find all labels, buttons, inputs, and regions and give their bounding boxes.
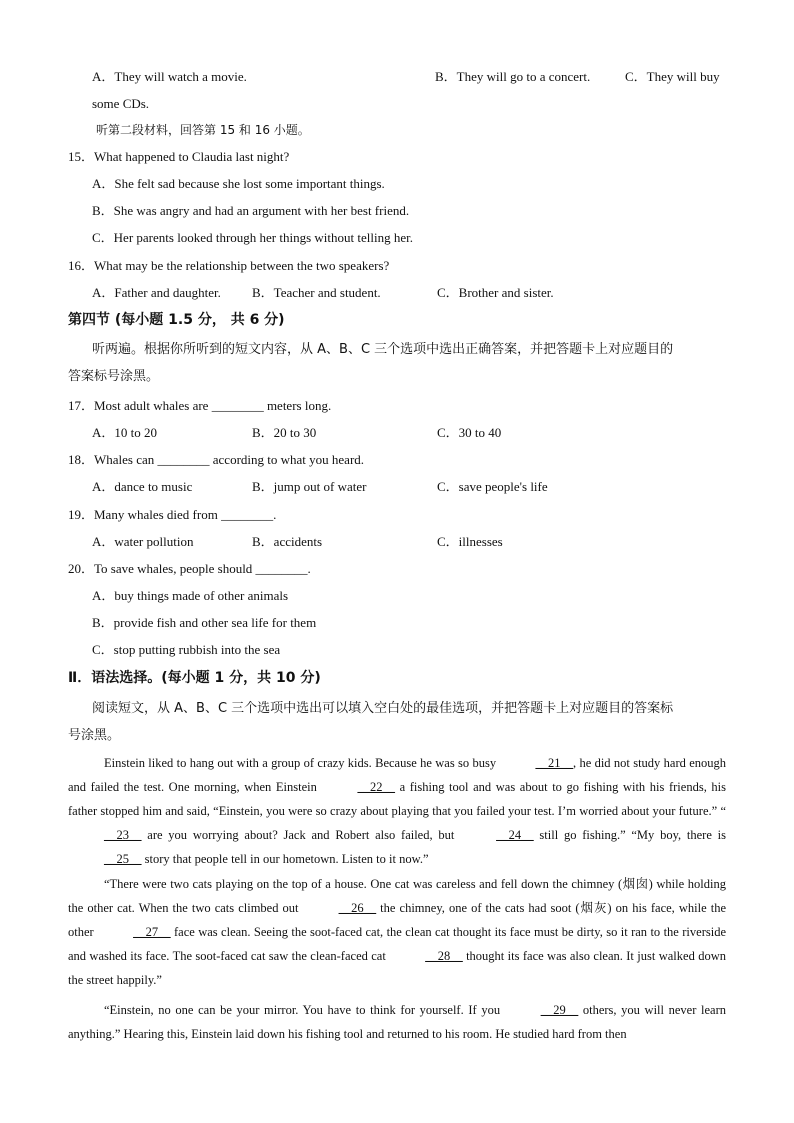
q18-option-c: C．save people's life bbox=[437, 479, 548, 494]
q14-option-b: B．They will go to a concert. bbox=[435, 69, 591, 84]
q16-option-b: B．Teacher and student. bbox=[252, 285, 381, 300]
passage-text: still go fishing.” “My boy, there is bbox=[533, 828, 727, 842]
part4-instruction-line1: 听两遍。根据你所听到的短文内容，从 A、B、C 三个选项中选出正确答案，并把答题卡上对应题目的 bbox=[92, 342, 674, 357]
q14-option-c: C．They will buy bbox=[625, 69, 720, 84]
q18-option-a: A．dance to music bbox=[92, 479, 193, 494]
passage-text: others, you will never learn anything.” Hearing this, Einstein laid down his fishing tool and returned to his room. He studied hard from then bbox=[68, 1003, 727, 1041]
q19-stem: 19．Many whales died from ________. bbox=[68, 507, 277, 522]
q17-option-a: A．10 to 20 bbox=[92, 425, 158, 440]
q14-option-a: A．They will watch a movie. bbox=[92, 69, 247, 84]
grammar-instruction-line2: 号涂黑。 bbox=[68, 728, 121, 743]
passage-text: the chimney, one of the cats had soot (烟灰) on his face, while the other bbox=[68, 901, 726, 939]
q17-option-b: B．20 to 30 bbox=[252, 425, 317, 440]
q15-option-b: B．She was angry and had an argument with her best friend. bbox=[92, 203, 410, 218]
blank-26: __26__ bbox=[338, 901, 377, 915]
blank-23: __23__ bbox=[104, 828, 142, 842]
q15-option-a: A．She felt sad because she lost some important things. bbox=[92, 176, 385, 191]
passage-text: story that people tell in our hometown. Listen to it now.” bbox=[141, 852, 429, 866]
q20-option-c: C．stop putting rubbish into the sea bbox=[92, 642, 281, 657]
passage-text: , he did not study hard enough and failed the test. One morning, when Einstein bbox=[68, 756, 727, 794]
passage-text: a fishing tool and was about to go fishing with his friends, his father stopped him and said, “Einstein, you were so crazy about playing that you failed your test. I’m worried about your future.” “ bbox=[68, 780, 727, 818]
blank-22: __22__ bbox=[357, 780, 395, 794]
passage-paragraph-3 bbox=[68, 998, 726, 1046]
passage-text: are you worrying about? Jack and Robert also failed, but bbox=[141, 828, 461, 842]
passage-paragraph-1 bbox=[68, 751, 726, 871]
q14-option-c-continued: some CDs. bbox=[92, 96, 150, 111]
passage-text: face was clean. Seeing the soot-faced cat, the clean cat thought its face must be dirty, so it ran to the riverside and washed its face. The soot-faced cat saw the clean-faced cat bbox=[68, 925, 726, 963]
q19-option-c: C．illnesses bbox=[437, 534, 503, 549]
grammar-title: Ⅱ．语法选择。(每小题 1 分，共 10 分) bbox=[68, 670, 321, 686]
blank-25: __25__ bbox=[104, 852, 142, 866]
q19-option-a: A．water pollution bbox=[92, 534, 194, 549]
passage-text: “There were two cats playing on the top of a house. One cat was careless and fell down the chimney (烟囱) while holding the other cat. When the two cats climbed out bbox=[68, 877, 726, 915]
passage-text: “Einstein, no one can be your mirror. You have to think for yourself. If you bbox=[104, 1003, 505, 1017]
part4-instruction-line2: 答案标号涂黑。 bbox=[68, 369, 160, 384]
q16-stem: 16．What may be the relationship between the two speakers? bbox=[68, 258, 390, 273]
passage-text: Einstein liked to hang out with a group of crazy kids. Because he was so busy bbox=[104, 756, 500, 770]
passage-paragraph-2 bbox=[68, 872, 726, 992]
passage-text: thought its face was also clean. It just walked down the street happily.” bbox=[68, 949, 726, 987]
blank-21: __21__ bbox=[535, 756, 573, 770]
q16-option-c: C．Brother and sister. bbox=[437, 285, 554, 300]
q19-option-b: B．accidents bbox=[252, 534, 323, 549]
blank-29: __29__ bbox=[540, 1003, 579, 1017]
q18-stem: 18．Whales can ________ according to what you heard. bbox=[68, 452, 365, 467]
q20-stem: 20．To save whales, people should ________. bbox=[68, 561, 311, 576]
q15-option-c: C．Her parents looked through her things without telling her. bbox=[92, 230, 413, 245]
section2-note: 听第二段材料，回答第 15 和 16 小题。 bbox=[96, 123, 310, 137]
q20-option-b: B．provide fish and other sea life for them bbox=[92, 615, 317, 630]
blank-28: __28__ bbox=[425, 949, 463, 963]
q17-option-c: C．30 to 40 bbox=[437, 425, 502, 440]
blank-27: __27__ bbox=[133, 925, 171, 939]
blank-24: __24__ bbox=[496, 828, 534, 842]
q17-stem: 17．Most adult whales are ________ meters long. bbox=[68, 398, 332, 413]
q20-option-a: A．buy things made of other animals bbox=[92, 588, 289, 603]
q18-option-b: B．jump out of water bbox=[252, 479, 367, 494]
part4-title: 第四节 (每小题 1.5 分， 共 6 分) bbox=[68, 312, 285, 328]
grammar-instruction-line1: 阅读短文，从 A、B、C 三个选项中选出可以填入空白处的最佳选项，并把答题卡上对应题目的答案标 bbox=[92, 701, 674, 716]
q16-option-a: A．Father and daughter. bbox=[92, 285, 221, 300]
q15-stem: 15．What happened to Claudia last night? bbox=[68, 149, 290, 164]
